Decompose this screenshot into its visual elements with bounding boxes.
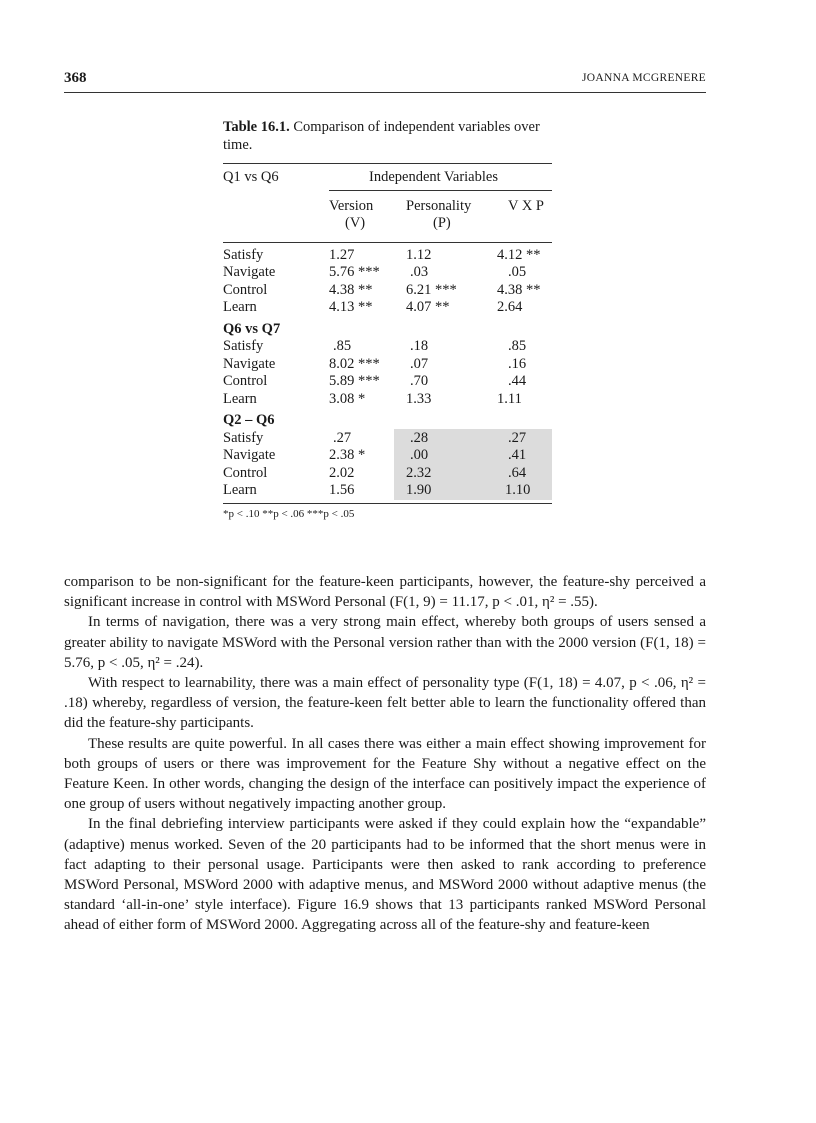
cell-v: 8.02 *** [329,355,380,372]
col-version-abbrev: (V) [345,215,366,231]
table-row [223,447,552,465]
row-name: Learn [223,482,257,498]
body-text [64,572,706,936]
cell-p-shaded: 1.90 [406,482,432,498]
table-row [223,356,552,374]
cell-vxp-shaded: .27 [508,429,527,446]
cell-vxp-shaded: .64 [508,464,527,481]
row-name: Navigate [223,355,276,372]
cell-v: 5.76 *** [329,264,380,280]
cell-vxp-shaded: .41 [508,447,527,463]
table-row [223,430,552,448]
row-name: Navigate [223,264,276,280]
table-caption [223,118,552,154]
row-name: Control [223,464,268,481]
table-row [223,282,552,300]
row-name: Learn [223,299,257,315]
table-row [223,247,552,265]
cell-v: 5.89 *** [329,373,380,389]
col-version-label: Version [329,197,374,214]
cell-p-shaded: .00 [410,447,429,463]
cell-p: 1.33 [406,390,432,407]
row-name: Satisfy [223,429,264,446]
cell-vxp: 4.38 ** [497,281,541,298]
cell-v: 1.56 [329,482,355,498]
cell-p-shaded: 2.32 [406,464,432,481]
group-label-text: Q6 vs Q7 [223,320,281,337]
row-name: Satisfy [223,338,264,354]
table-bottom-rule [223,503,552,504]
cell-v: 2.02 [329,464,355,481]
cell-v: 1.27 [329,246,355,263]
table-row [223,299,552,317]
cell-p: .07 [410,355,429,372]
table-row [223,338,552,356]
column-header-row-2 [223,215,552,233]
paragraph-4: These results are quite powerful. In all cases there was either a main effect showing improvement for both groups of users or there was improvement for the Feature Shy without a negative effect on the Feature Keen. In other words, changing the design of the interface can positively impact the experience of one group of users without negatively impacting another group. [64,735,706,813]
row-name: Navigate [223,447,276,463]
cell-vxp: .05 [508,264,527,280]
table-top-rule [223,163,552,164]
cell-p: .03 [410,264,429,280]
group-label [223,412,552,430]
header-row-label: Q1 vs Q6 [223,169,279,185]
table-group-3 [223,412,552,500]
paragraph-2: In terms of navigation, there was a very strong main effect, whereby both groups of users sensed a greater ability to navigate MSWord with the Personal version rather than with the 2000 version (F(1, 18) = 5.76, p < .05, η² = .24). [64,614,706,671]
cell-vxp: 4.12 ** [497,246,541,263]
table-row [223,391,552,409]
header-span-label: Independent Variables [369,169,498,185]
running-head [64,70,706,92]
paragraph-5: In the final debriefing interview participants were asked if they could explain how the “expandable” (adaptive) menus worked. Seven of the 20 participants had to be informed that the short menus were in fact adapting to their personal usage. Participants were then asked to rank according to preference MSWord Personal, MSWord 2000 with adaptive menus, and MSWord 2000 without adaptive menus (the standard ‘all-in-one’ style interface). Figure 16.9 shows that 13 participants ranked MSWord Personal ahead of either form of MSWord 2000. Aggregating across all of the feature-shy and feature-keen [64,816,706,934]
cell-p: .18 [410,338,429,354]
page-number: 368 [64,70,87,86]
cell-vxp: 1.11 [497,390,522,407]
cell-v: .85 [333,338,352,354]
table-group-2 [223,321,552,409]
cell-v: 3.08 * [329,390,366,407]
cell-v: .27 [333,429,352,446]
cell-vxp-shaded: 1.10 [505,482,531,498]
table-footnote: *p < .10 **p < .06 ***p < .05 [223,507,355,520]
row-name: Control [223,373,268,389]
table-header-row [223,169,552,187]
cell-vxp: .85 [508,338,527,354]
header-span-rule [329,190,552,191]
table-caption-text: Comparison of independent variables over time. [223,119,540,153]
cell-p: 4.07 ** [406,299,450,315]
paragraph-3: With respect to learnability, there was a main effect of personality type (F(1, 18) = 4.07, p < .06, η² = .18) whereby, regardless of version, the feature-keen felt better able to learn the functionality offered than did the feature-shy participants. [64,675,706,732]
row-name: Learn [223,390,257,407]
table-row [223,482,552,500]
col-personality-abbrev: (P) [433,215,451,231]
header-rule [64,92,706,93]
table-16-1 [223,118,552,520]
cell-vxp: 2.64 [497,299,523,315]
cell-p: 6.21 *** [406,281,457,298]
col-personality-label: Personality [406,197,472,214]
table-row [223,264,552,282]
cell-p: 1.12 [406,246,432,263]
table-caption-label: Table 16.1. [223,119,290,135]
paragraph-1: comparison to be non-significant for the feature-keen participants, however, the feature-shy perceived a significant increase in control with MSWord Personal (F(1, 9) = 11.17, p < .01, η² = .55). [64,574,706,611]
cell-v: 4.13 ** [329,299,373,315]
group-label [223,321,552,339]
table-row [223,465,552,483]
table-row [223,373,552,391]
cell-v: 4.38 ** [329,281,373,298]
cell-p: .70 [410,373,429,389]
cell-vxp: .44 [508,373,527,389]
row-name: Satisfy [223,246,264,263]
column-header-row-1 [223,198,552,216]
cell-p-shaded: .28 [410,429,429,446]
header-bottom-rule [223,242,552,243]
row-name: Control [223,281,268,298]
running-head-author: JOANNA MCGRENERE [582,72,706,84]
col-vxp-label: V X P [508,197,544,214]
group-label-text: Q2 – Q6 [223,412,275,428]
cell-v: 2.38 * [329,447,366,463]
cell-vxp: .16 [508,355,527,372]
table-group-1 [223,247,552,317]
